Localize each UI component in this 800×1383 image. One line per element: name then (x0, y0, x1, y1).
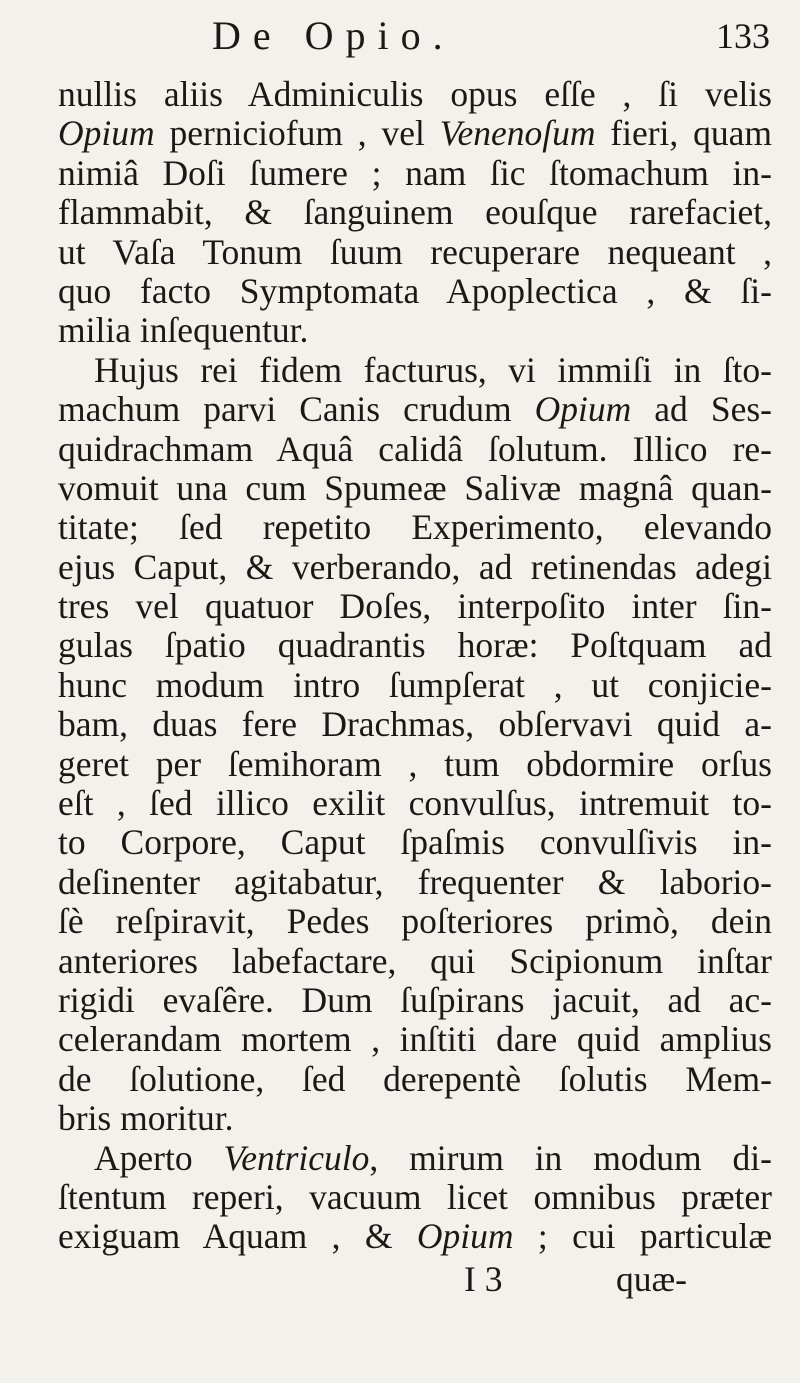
text-line: exiguam Aquam , & Opium ; cui particulæ (58, 1216, 772, 1257)
text-line: quidrachmam Aquâ calidâ ſolutum. Illico re- (58, 428, 772, 469)
text-line: celerandam mortem , inſtiti dare quid amplius (58, 1019, 772, 1060)
text-line: gulas ſpatio quadrantis horæ: Poſtquam ad (58, 625, 772, 666)
text-line: rigidi evaſêre. Dum ſuſpirans jacuit, ad ac- (58, 979, 772, 1020)
text-line: nullis aliis Adminiculis opus eſſe , ſi velis (58, 74, 772, 114)
text-line: geret per ſemihoram , tum obdormire orſus (58, 743, 772, 784)
text-line: ſtentum reperi, vacuum licet omnibus præter (58, 1176, 772, 1217)
text-line: Opium perniciofum , vel Venenoſum fieri, quam (58, 113, 772, 154)
text-line: nimiâ Doſi ſumere ; nam ſic ſtomachum in- (58, 152, 772, 193)
body-text (58, 75, 772, 1257)
text-line: Hujus rei fidem facturus, vi immiſi in ſto- (94, 349, 772, 390)
text-line: anteriores labefactare, qui Scipionum inſtar (58, 940, 772, 981)
text-line: de ſolutione, ſed derepentè ſolutis Mem- (58, 1058, 772, 1099)
text-line: milia inſequentur. (58, 310, 309, 351)
text-line: quo facto Symptomata Apoplectica , & ſi- (58, 270, 772, 311)
text-line: hunc modum intro ſumpſerat , ut conjicie- (58, 664, 772, 705)
text-line: ut Vaſa Tonum ſuum recuperare nequeant , (58, 231, 772, 272)
running-title: De Opio. (212, 13, 455, 58)
text-line: titate; ſed repetito Experimento, elevando (58, 507, 772, 548)
catchword: quæ- (616, 1259, 687, 1299)
text-line: vomuit una cum Spumeæ Salivæ magnâ quan- (58, 467, 772, 508)
text-line: bris moritur. (58, 1098, 234, 1139)
text-line: ſè reſpiravit, Pedes poſteriores primò, dein (58, 901, 772, 942)
text-line: to Corpore, Caput ſpaſmis convulſivis in- (58, 822, 772, 863)
text-line: tres vel quatuor Doſes, interpoſito inter ſin- (58, 586, 772, 627)
text-line: bam, duas fere Drachmas, obſervavi quid a- (58, 704, 772, 745)
text-line: machum parvi Canis crudum Opium ad Ses- (58, 389, 772, 430)
text-line: Aperto Ventriculo, mirum in modum di- (94, 1137, 772, 1178)
page-header (60, 6, 770, 66)
page-footer (58, 1260, 772, 1299)
signature-mark: I 3 (464, 1259, 503, 1299)
page-number: 133 (716, 16, 770, 56)
text-line: ejus Caput, & verberando, ad retinendas adegi (58, 546, 772, 587)
text-line: flammabit, & ſanguinem eouſque rarefaciet, (58, 192, 772, 233)
text-line: deſinenter agitabatur, frequenter & laborio- (58, 861, 772, 902)
text-line: eſt , ſed illico exilit convulſus, intremuit to- (58, 783, 772, 824)
